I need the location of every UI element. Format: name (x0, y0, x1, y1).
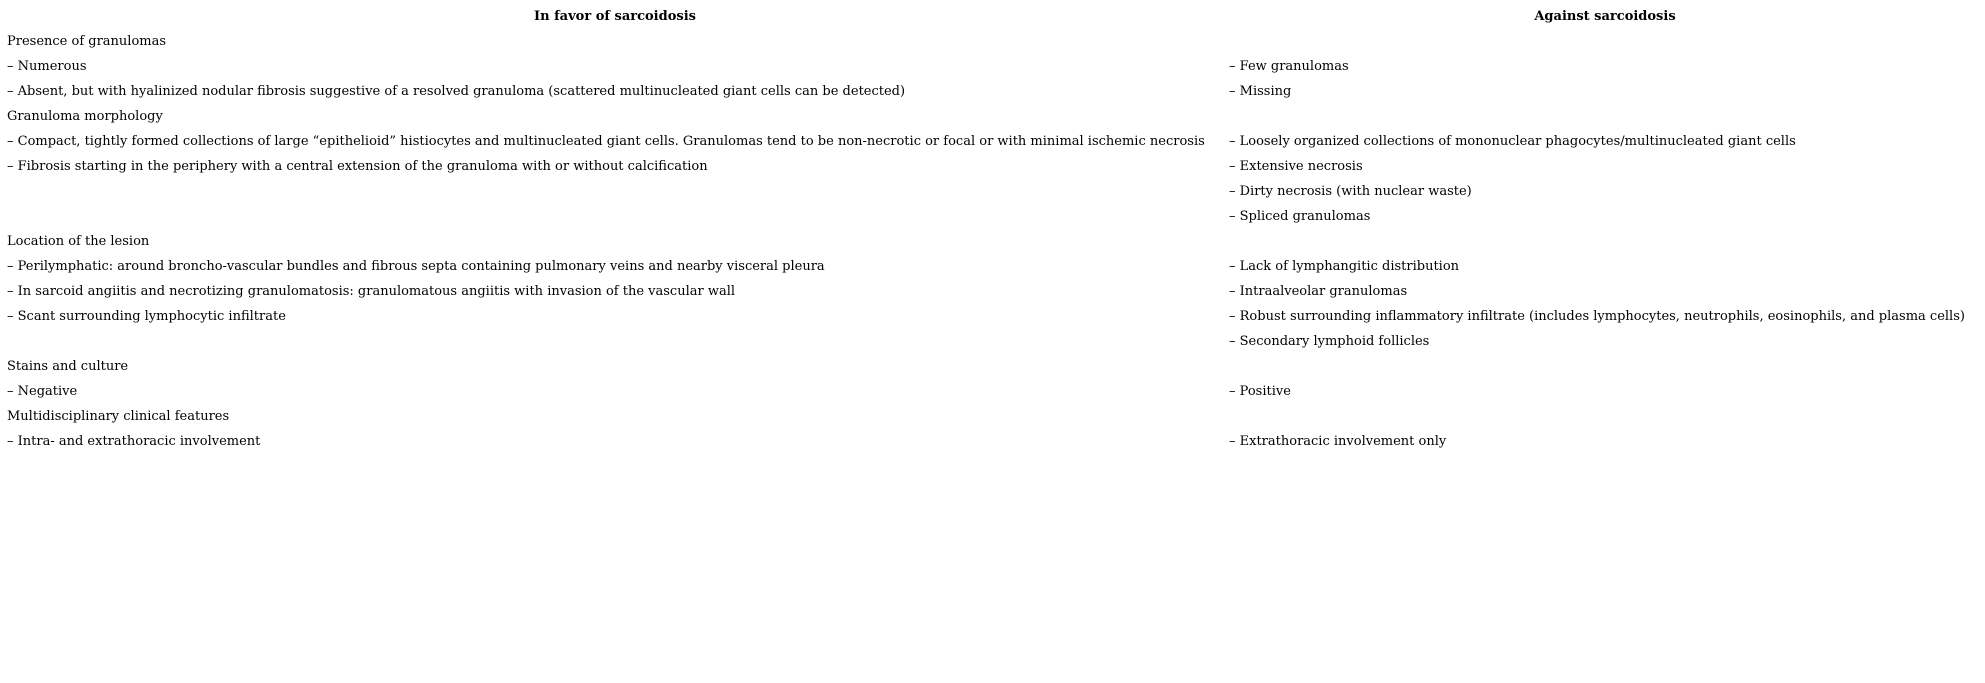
cell-in-favor (4, 329, 1226, 354)
cell-against (1226, 229, 1984, 254)
cell-against: – Lack of lymphangitic distribution (1229, 259, 1460, 274)
header-row (4, 4, 1984, 29)
table-row (4, 29, 1984, 54)
cell-against: – Loosely organized collections of mononuclear phagocytes/multinucleated giant cells (1229, 134, 1796, 149)
cell-against (1226, 29, 1984, 54)
table-row (4, 379, 1984, 404)
section-heading: Presence of granulomas (7, 34, 167, 49)
cell-in-favor: – Compact, tightly formed collections of large “epithelioid” histiocytes and multinucleated giant cells. Granulomas tend to be non-necrotic or focal or with minimal ischemic necrosis (7, 134, 1205, 149)
cell-against: – Few granulomas (1229, 59, 1349, 74)
cell-against: – Secondary lymphoid follicles (1229, 334, 1430, 349)
table-row (4, 304, 1984, 329)
table-row (4, 354, 1984, 379)
cell-in-favor: – Intra- and extrathoracic involvement (7, 434, 261, 449)
table-row (4, 79, 1984, 104)
section-heading: Multidisciplinary clinical features (7, 409, 230, 424)
table-row (4, 229, 1984, 254)
header-in-favor: In favor of sarcoidosis (534, 9, 696, 24)
section-heading: Granuloma morphology (7, 109, 163, 124)
cell-in-favor: – Numerous (7, 59, 87, 74)
table-row (4, 54, 1984, 79)
cell-in-favor: – Negative (7, 384, 78, 399)
comparison-table (4, 4, 1984, 454)
cell-in-favor: – In sarcoid angiitis and necrotizing granulomatosis: granulomatous angiitis with invasion of the vascular wall (7, 284, 736, 299)
table-row (4, 254, 1984, 279)
cell-against: – Dirty necrosis (with nuclear waste) (1229, 184, 1472, 199)
cell-against: – Missing (1229, 84, 1292, 99)
table-row (4, 279, 1984, 304)
cell-against (1226, 404, 1984, 429)
table-row (4, 129, 1984, 154)
cell-in-favor: – Fibrosis starting in the periphery with a central extension of the granuloma with or without calcification (7, 159, 708, 174)
table-row (4, 329, 1984, 354)
cell-against: – Robust surrounding inflammatory infiltrate (includes lymphocytes, neutrophils, eosinophils, and plasma cells) (1229, 309, 1965, 324)
cell-against: – Positive (1229, 384, 1291, 399)
cell-in-favor: – Scant surrounding lymphocytic infiltrate (7, 309, 286, 324)
table-row (4, 429, 1984, 454)
cell-against (1226, 104, 1984, 129)
header-against: Against sarcoidosis (1534, 9, 1676, 24)
table-row (4, 404, 1984, 429)
table-row (4, 104, 1984, 129)
cell-against: – Intraalveolar granulomas (1229, 284, 1408, 299)
cell-against: – Extrathoracic involvement only (1229, 434, 1447, 449)
section-heading: Stains and culture (7, 359, 129, 374)
table-row (4, 179, 1984, 204)
cell-in-favor: – Perilymphatic: around broncho-vascular bundles and fibrous septa containing pulmonary veins and nearby visceral pleura (7, 259, 825, 274)
table-row (4, 204, 1984, 229)
cell-against: – Extensive necrosis (1229, 159, 1363, 174)
cell-against: – Spliced granulomas (1229, 209, 1371, 224)
cell-in-favor (4, 179, 1226, 204)
table-row (4, 154, 1984, 179)
cell-in-favor: – Absent, but with hyalinized nodular fibrosis suggestive of a resolved granuloma (scattered multinucleated giant cells can be detected) (7, 84, 906, 99)
section-heading: Location of the lesion (7, 234, 150, 249)
cell-against (1226, 354, 1984, 379)
cell-in-favor (4, 204, 1226, 229)
